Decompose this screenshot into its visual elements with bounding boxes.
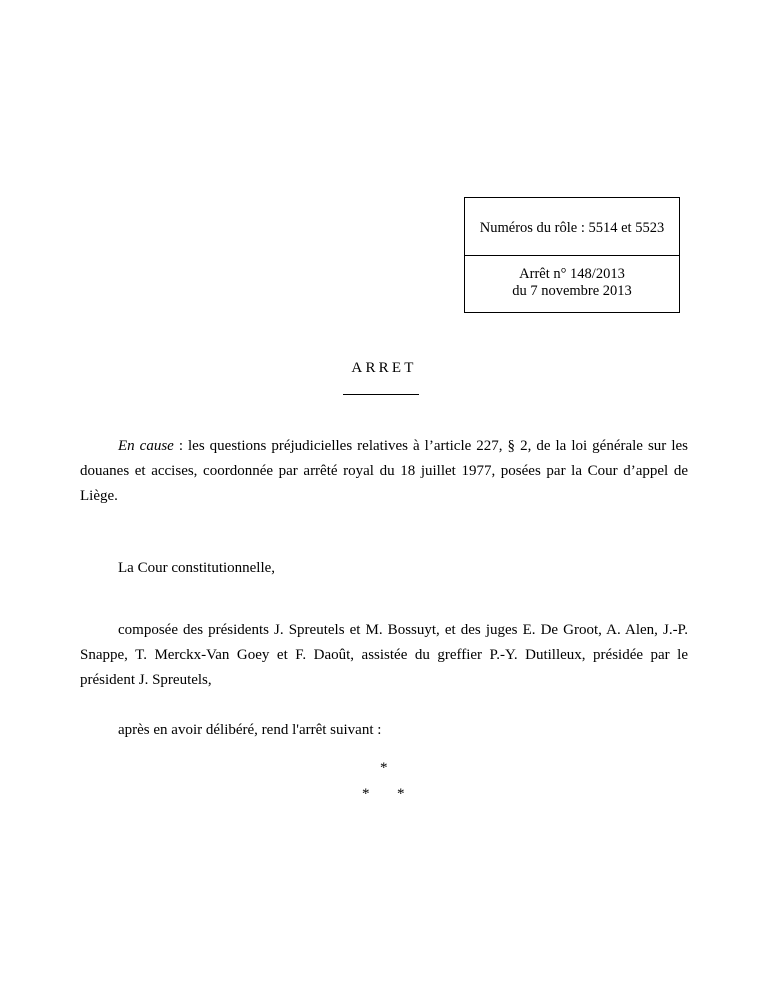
reference-box xyxy=(464,197,680,313)
role-numbers-cell xyxy=(465,198,679,256)
deliberation-text: après en avoir délibéré, rend l'arrêt suivant : xyxy=(118,722,382,738)
cause-label: En cause xyxy=(118,438,174,454)
separator-star-right: * xyxy=(397,786,405,802)
cause-text: : les questions préjudicielles relatives à l’article 227, § 2, de la loi générale sur les douanes et accises, coordonnée par arrêté royal du 18 juillet 1977, posées par la Cour d’appel de Liège. xyxy=(80,438,688,504)
heading-underline xyxy=(343,394,419,395)
arret-date: du 7 novembre 2013 xyxy=(512,283,632,299)
deliberation-paragraph xyxy=(80,718,688,743)
cause-paragraph xyxy=(80,434,688,509)
role-numbers: Numéros du rôle : 5514 et 5523 xyxy=(479,220,665,236)
arret-cell xyxy=(465,256,679,312)
court-name: La Cour constitutionnelle, xyxy=(118,560,276,576)
composition-text: composée des présidents J. Spreutels et M. Bossuyt, et des juges E. De Groot, A. Alen, J.-P. Snappe, T. Merckx-Van Goey et F. Daoût, assistée du greffier P.-Y. Dutilleux, présidée par le président J. Spreutels, xyxy=(80,622,688,688)
document-heading: ARRET xyxy=(351,360,417,376)
arret-number: Arrêt n° 148/2013 xyxy=(519,266,625,282)
composition-paragraph xyxy=(80,618,688,693)
separator-star-left: * xyxy=(362,786,370,802)
court-paragraph xyxy=(80,556,688,581)
separator-star-top: * xyxy=(380,760,388,776)
